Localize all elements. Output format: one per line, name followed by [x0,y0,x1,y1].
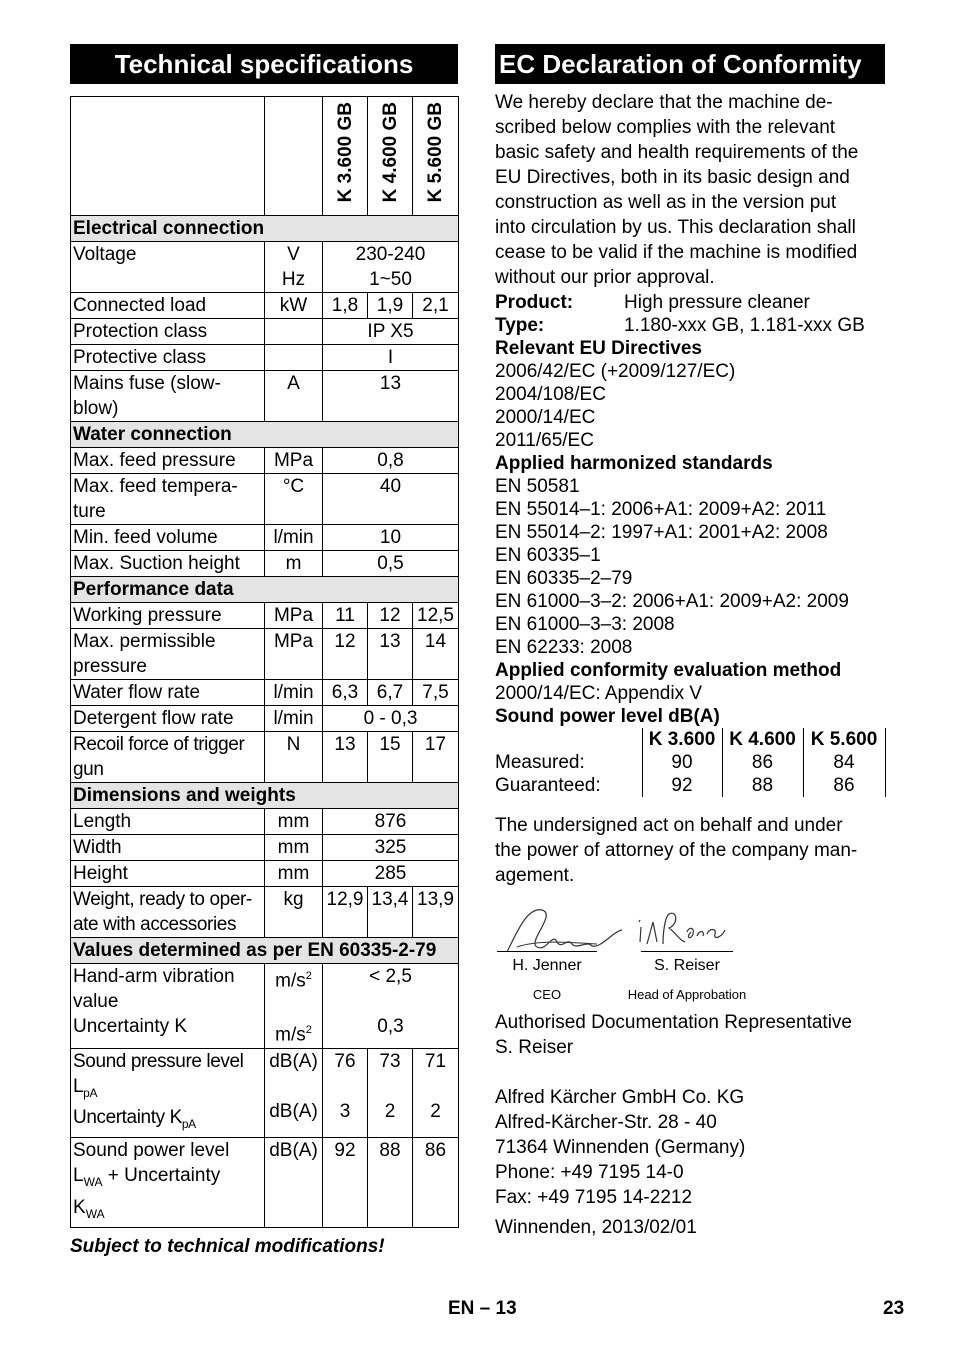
table-row: Max. feed pressure MPa 0,8 [71,448,459,474]
ec-declaration-section [495,44,885,1240]
footnote: Subject to technical modifications! [70,1235,385,1257]
company-address: Alfred Kärcher GmbH Co. KG Alfred-Kärcher-Str. 28 - 40 71364 Winnenden (Germany) Phone: +49 7195 14-0 Fax: +49 7195 14-2212 [495,1087,746,1208]
table-row: Mains fuse (slow- blow) A 13 [71,371,459,422]
table-row: Sound power level $L_{WA}$ + Uncertainty $K_{WA}$ dB(A) 92 88 86 [71,1138,459,1228]
table-row: Recoil force of trigger gun N 13 15 17 [71,732,459,783]
product-row: Product: High pressure cleaner [495,292,810,313]
table-row: Width mm 325 [71,835,459,861]
signature-jenner: H. Jenner CEO [497,951,597,1007]
technical-specifications-section [70,44,458,1258]
table-row: Min. feed volume l/min 10 [71,525,459,551]
type-row: Type: 1.180-xxx GB, 1.181-xxx GB [495,315,865,336]
model-header-row [71,97,459,216]
table-row: Working pressure MPa 11 12 12,5 [71,603,459,629]
evaluation-method: Applied conformity evaluation method 2000/14/EC: Appendix V Sound power level dB(A) [495,660,842,727]
signature-reiser: S. Reiser Head of Approbation [623,951,751,1007]
table-row: Connected load kW 1,8 1,9 2,1 [71,293,459,319]
place-date: Winnenden, 2013/02/01 [495,1217,697,1238]
table-row: Hand-arm vibration value Uncertainty K $m/s^2$ $m/s^2$ < 2,5 0,3 [71,964,459,1049]
table-row: Water flow rate l/min 6,3 6,7 7,5 [71,680,459,706]
page-number: 23 [883,1298,905,1319]
ec-declaration-title: EC Declaration of Conformity [495,44,885,84]
table-row: Detergent flow rate l/min 0 - 0,3 [71,706,459,732]
tech-spec-title: Technical specifications [70,44,458,84]
group-performance: Performance data [71,577,459,603]
auth-representative: Authorised Documentation Representative S. Reiser [495,1012,852,1058]
undersigned-paragraph: The undersigned act on behalf and under the power of attorney of the company man- agement. [495,815,858,886]
sound-power-table: K 3.600 K 4.600 K 5.600 Measured: 90 86 84 Guaranteed: 92 88 86 [495,728,886,797]
table-row: Sound pressure level $L_{pA}$ Uncertainty $K_{pA}$ dB(A) dB(A) 76 3 73 2 71 2 [71,1048,459,1138]
group-values: Values determined as per EN 60335-2-79 [71,938,459,964]
standards-list: Applied harmonized standards EN 50581 EN 55014–1: 2006+A1: 2009+A2: 2011 EN 55014–2: 1997+A1: 2001+A2: 2008 EN 60335–1 EN 60335–2–79 EN 61000–3–2: 2006+A1: 2009+A2: 2009 EN 61000–3–3: 2008 EN 62233: 2008 [495,453,849,658]
group-electrical: Electrical connection [71,216,459,242]
table-row: Protection class IP X5 [71,319,459,345]
group-water: Water connection [71,422,459,448]
page-label: EN – 13 [448,1298,517,1319]
signatures [495,902,885,1002]
table-row: Protective class I [71,345,459,371]
spec-table [70,96,459,1228]
table-row: Max. Suction height m 0,5 [71,551,459,577]
signature-reiser-icon [635,902,735,950]
model-header: K 5.600 GB [425,102,446,203]
table-row: Weight, ready to oper- ate with accessories kg 12,9 13,4 13,9 [71,887,459,938]
table-row: Max. feed tempera- ture °C 40 [71,474,459,525]
table-row: Max. permissible pressure MPa 12 13 14 [71,629,459,680]
table-row: Length mm 876 [71,809,459,835]
intro-paragraph: We hereby declare that the machine de- scribed below complies with the relevant basic safety and health requirements of the EU Directives, both in its basic design and construction as well as in the version put into circulation by us. This declaration shall cease to be valid if the machine is modified without our prior approval. [495,92,859,288]
directives-list: Relevant EU Directives 2006/42/EC (+2009/127/EC) 2004/108/EC 2000/14/EC 2011/65/EC [495,338,736,451]
model-header: K 3.600 GB [334,102,356,203]
table-row: Height mm 285 [71,861,459,887]
table-row: Voltage V Hz 230-240 1~50 [71,242,459,293]
model-header: K 4.600 GB [379,102,401,203]
group-dimensions: Dimensions and weights [71,783,459,809]
